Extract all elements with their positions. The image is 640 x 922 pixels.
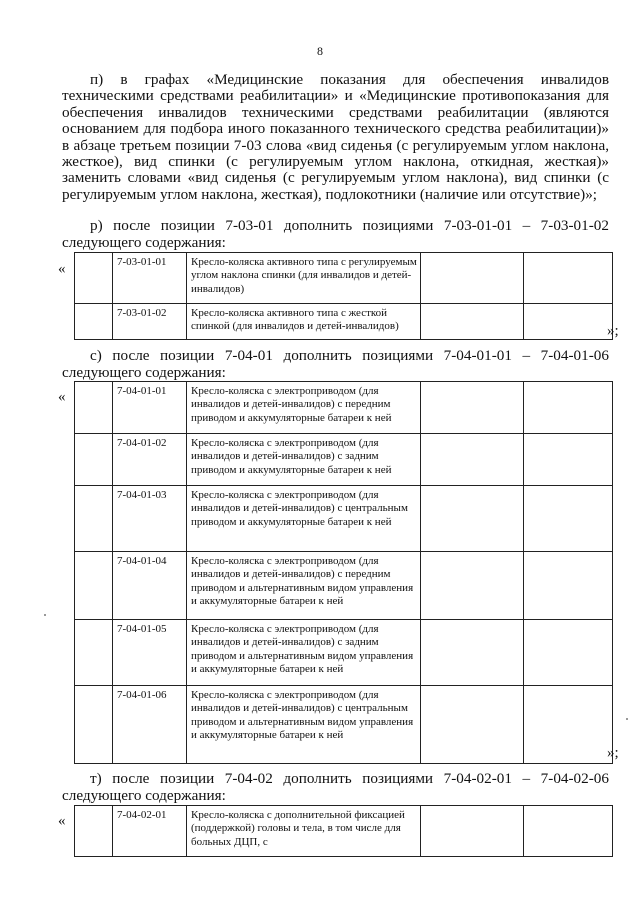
page-number: 8 <box>317 44 323 58</box>
table-positions-7-04-01 <box>74 381 613 764</box>
position-name: Кресло-коляска с электроприводом (для инвалидов и детей-инвалидов) с центральным приводом и аккумуляторные батареи к ней <box>187 486 421 552</box>
scan-dot <box>626 718 628 720</box>
position-code: 7-04-02-01 <box>113 806 187 857</box>
scan-dot <box>44 614 46 616</box>
table-positions-7-03 <box>74 252 613 340</box>
paragraph-t: т) после позиции 7-04-02 дополнить позициями 7-04-02-01 – 7-04-02-06 следующего содержания: <box>62 770 609 804</box>
table-row <box>75 382 613 434</box>
paragraph-r: р) после позиции 7-03-01 дополнить позициями 7-03-01-01 – 7-03-01-02 следующего содержания: <box>62 217 609 251</box>
paragraph-p: п) в графах «Медицинские показания для обеспечения инвалидов техническими средствами реабилитации» и «Медицинские противопоказания для обеспечения инвалидов техническими средствами реабилитации (являются основанием для подбора иного показанного технического средства реабилитации)» в абзаце третьем позиции 7-03 слова «вид сиденья (с регулируемым углом наклона, жесткое), вид спинки (с регулируемым углом наклона, откидная, жесткая)» заменить словами «вид сиденья (с регулируемым углом наклона), вид спинки (с регулируемым углом наклона, жесткая), подлокотники (наличие или отсутствие)»; <box>62 71 609 203</box>
quote-close-s: »; <box>607 745 619 761</box>
position-name: Кресло-коляска с электроприводом (для инвалидов и детей-инвалидов) с центральным приводом и альтернативным видом управления и аккумуляторные батареи к ней <box>187 686 421 764</box>
quote-open-s: « <box>58 389 66 405</box>
position-code: 7-04-01-04 <box>113 552 187 620</box>
position-name: Кресло-коляска с электроприводом (для инвалидов и детей-инвалидов) с задним приводом и альтернативным видом управления и аккумуляторные батареи к ней <box>187 620 421 686</box>
quote-open-t: « <box>58 813 66 829</box>
table-row <box>75 806 613 857</box>
table-row <box>75 486 613 552</box>
quote-close-r: »; <box>607 323 619 339</box>
table-row <box>75 253 613 304</box>
table-row <box>75 620 613 686</box>
position-name: Кресло-коляска с электроприводом (для инвалидов и детей-инвалидов) с передним приводом и альтернативным видом управления и аккумуляторные батареи к ней <box>187 552 421 620</box>
position-code: 7-04-01-02 <box>113 434 187 486</box>
table-row <box>75 434 613 486</box>
position-code: 7-04-01-01 <box>113 382 187 434</box>
position-code: 7-03-01-01 <box>113 253 187 304</box>
position-name: Кресло-коляска с электроприводом (для инвалидов и детей-инвалидов) с задним приводом и аккумуляторные батареи к ней <box>187 434 421 486</box>
table-positions-7-04-02 <box>74 805 613 857</box>
position-code: 7-04-01-03 <box>113 486 187 552</box>
position-code: 7-04-01-05 <box>113 620 187 686</box>
table-row <box>75 552 613 620</box>
position-code: 7-03-01-02 <box>113 304 187 340</box>
position-name: Кресло-коляска активного типа с жесткой спинкой (для инвалидов и детей-инвалидов) <box>187 304 421 340</box>
position-name: Кресло-коляска с дополнительной фиксацией (поддержкой) головы и тела, в том числе для больных ДЦП, с <box>187 806 421 857</box>
table-row <box>75 304 613 340</box>
quote-open-r: « <box>58 261 66 277</box>
position-name: Кресло-коляска активного типа с регулируемым углом наклона спинки (для инвалидов и детей-инвалидов) <box>187 253 421 304</box>
table-row <box>75 686 613 764</box>
position-code: 7-04-01-06 <box>113 686 187 764</box>
position-name: Кресло-коляска с электроприводом (для инвалидов и детей-инвалидов) с передним приводом и аккумуляторные батареи к ней <box>187 382 421 434</box>
paragraph-s: с) после позиции 7-04-01 дополнить позициями 7-04-01-01 – 7-04-01-06 следующего содержания: <box>62 347 609 381</box>
